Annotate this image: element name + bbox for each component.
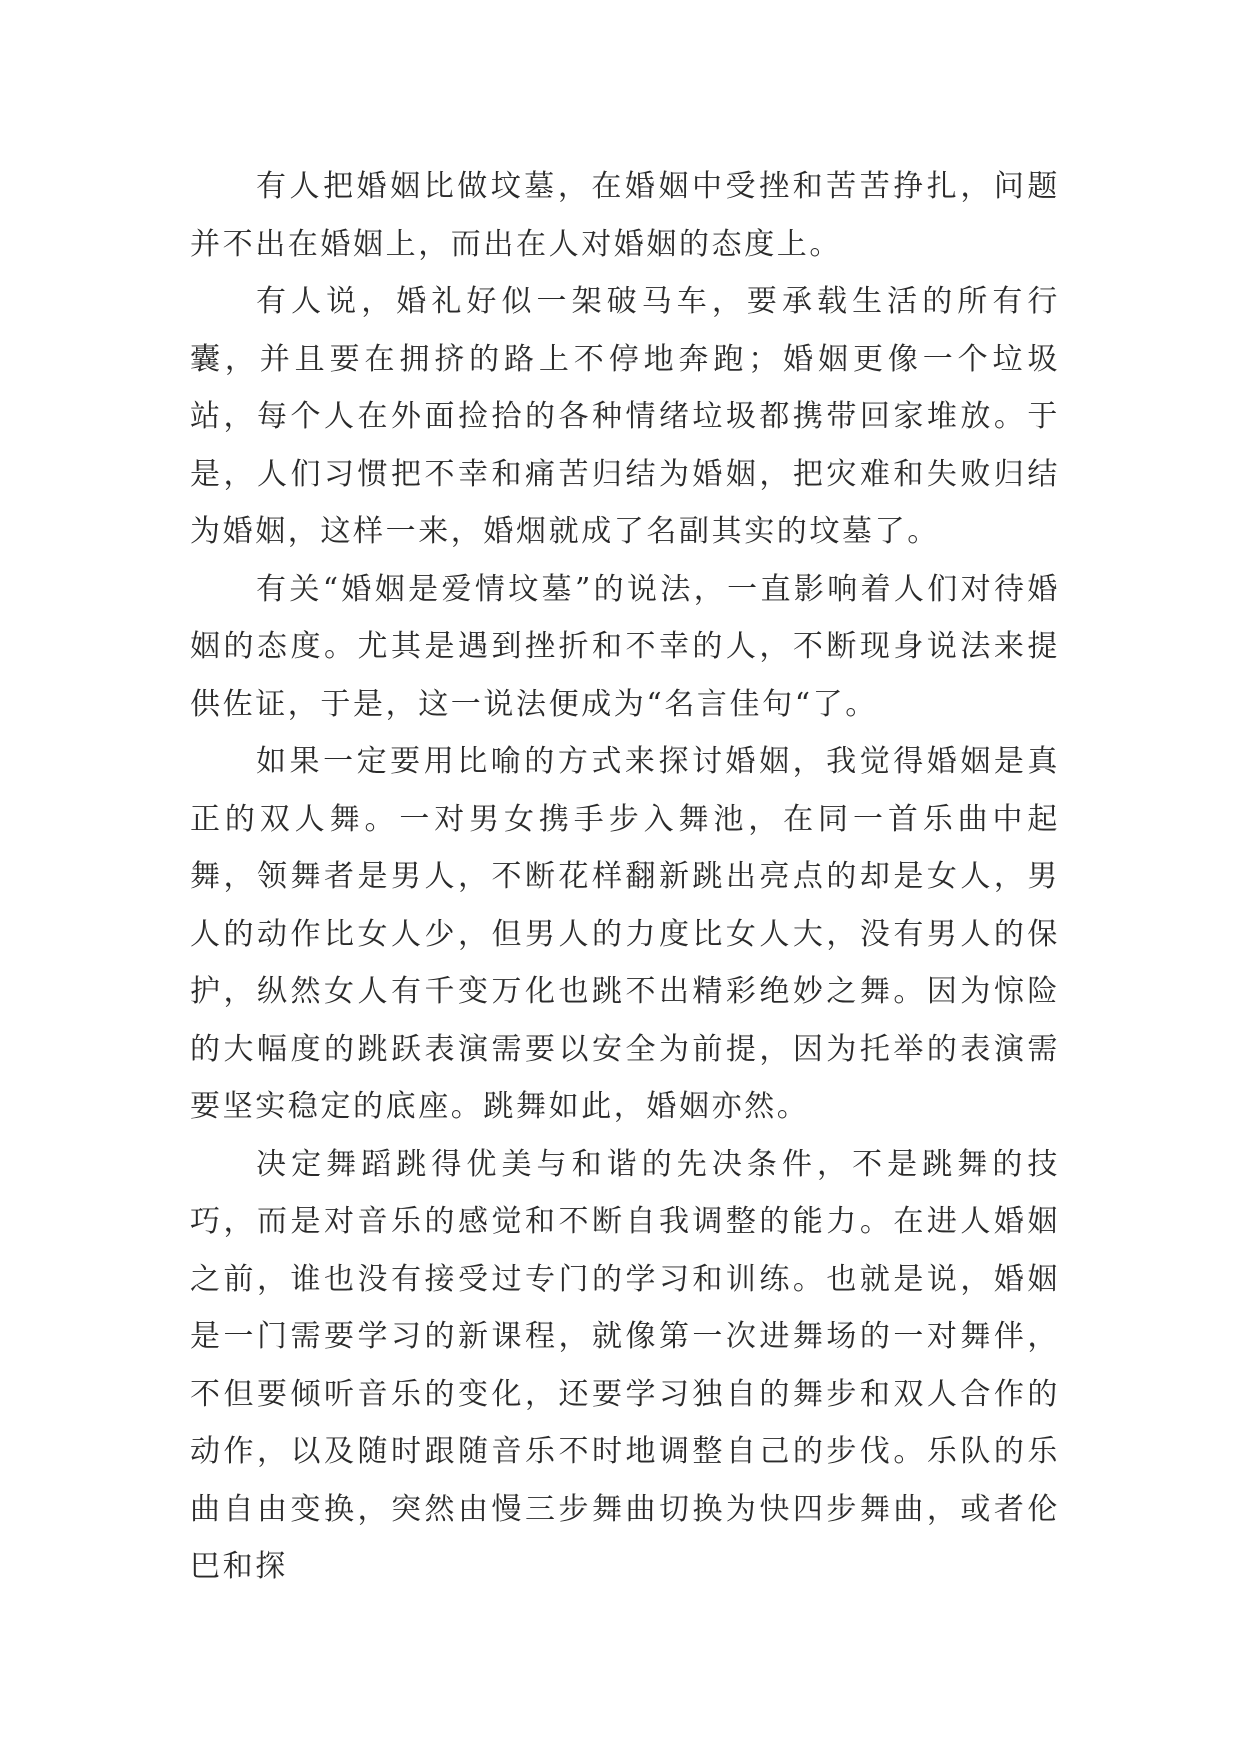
paragraph-4: 如果一定要用比喻的方式来探讨婚姻，我觉得婚姻是真正的双人舞。一对男女携手步入舞池，在同一首乐曲中起舞，领舞者是男人，不断花样翻新跳出亮点的却是女人，男人的动作比女人少，但男人的力度比女人大，没有男人的保护，纵然女人有千变万化也跳不出精彩绝妙之舞。因为惊险的大幅度的跳跃表演需要以安全为前提，因为托举的表演需要坚实稳定的底座。跳舞如此，婚姻亦然。 <box>190 744 1060 1124</box>
paragraph-3: 有关“婚姻是爱情坟墓”的说法，一直影响着人们对待婚姻的态度。尤其是遇到挫折和不幸的人，不断现身说法来提供佐证，于是，这一说法便成为“名言佳句“了。 <box>190 571 1060 722</box>
paragraph-5: 决定舞蹈跳得优美与和谐的先决条件，不是跳舞的技巧，而是对音乐的感觉和不断自我调整的能力。在进人婚姻之前，谁也没有接受过专门的学习和训练。也就是说，婚姻是一门需要学习的新课程，就像第一次进舞场的一对舞伴，不但要倾听音乐的变化，还要学习独自的舞步和双人合作的动作，以及随时跟随音乐不时地调整自己的步伐。乐队的乐曲自由变换，突然由慢三步舞曲切换为快四步舞曲，或者伦巴和探 <box>190 1146 1060 1584</box>
paragraph-2: 有人说，婚礼好似一架破马车，要承载生活的所有行囊，并且要在拥挤的路上不停地奔跑；婚姻更像一个垃圾站，每个人在外面捡拾的各种情绪垃圾都携带回家堆放。于是，人们习惯把不幸和痛苦归结为婚姻，把灾难和失败归结为婚姻，这样一来，婚烟就成了名副其实的坟墓了。 <box>190 284 1060 549</box>
body-text <box>190 158 1060 1596</box>
paragraph-1: 有人把婚姻比做坟墓，在婚姻中受挫和苦苦挣扎，问题并不出在婚姻上，而出在人对婚姻的态度上。 <box>190 169 1060 262</box>
